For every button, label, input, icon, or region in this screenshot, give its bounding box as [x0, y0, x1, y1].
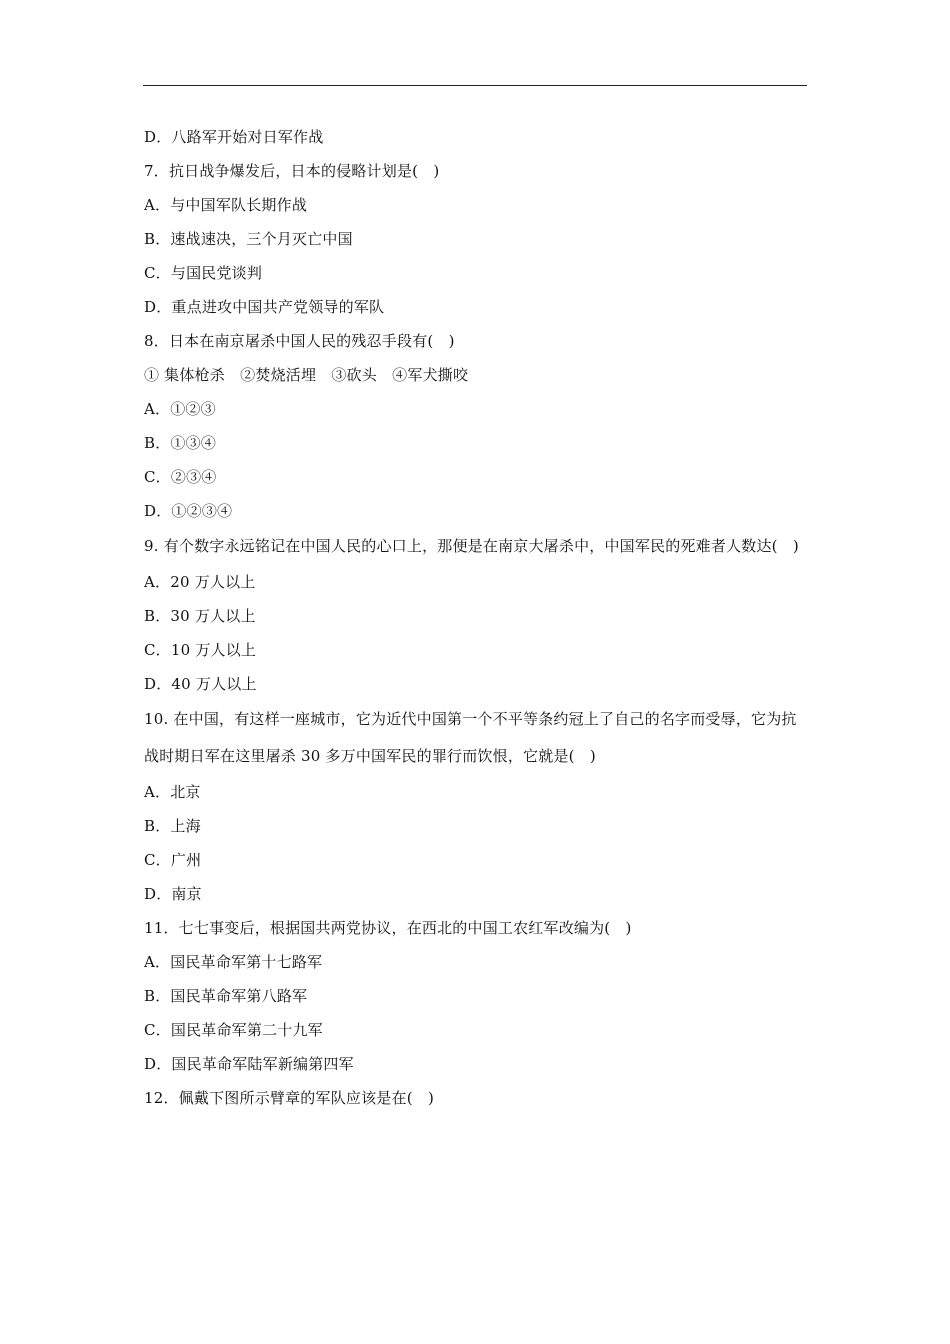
question-10: 10. 在中国，有这样一座城市，它为近代中国第一个不平等条约冠上了自己的名字而受辱，它为抗战时期日军在这里屠杀 30 多万中国军民的罪行而饮恨，它就是( ): [144, 710, 797, 765]
q11-option-c: C．国民革命军第二十九军: [144, 1021, 323, 1039]
q10-option-b: B．上海: [144, 817, 201, 835]
q9-option-d: D．40 万人以上: [144, 675, 257, 693]
q7-option-d: D．重点进攻中国共产党领导的军队: [144, 298, 385, 316]
q11-option-a: A．国民革命军第十七路军: [144, 953, 323, 971]
q9-option-a: A．20 万人以上: [144, 573, 256, 591]
q10-option-a: A．北京: [144, 783, 201, 801]
q6-option-d: D．八路军开始对日军作战: [144, 128, 324, 146]
q8-option-b: B．①③④: [144, 434, 217, 452]
question-12: 12．佩戴下图所示臂章的军队应该是在( ): [144, 1089, 434, 1107]
q8-option-a: A．①②③: [144, 400, 216, 418]
q10-option-d: D．南京: [144, 885, 202, 903]
q9-option-c: C．10 万人以上: [144, 641, 257, 659]
q10-option-c: C．广州: [144, 851, 202, 869]
q7-option-b: B．速战速决，三个月灭亡中国: [144, 230, 353, 248]
q8-option-d: D．①②③④: [144, 502, 233, 520]
document-body: [144, 120, 808, 1115]
q11-option-b: B．国民革命军第八路军: [144, 987, 308, 1005]
question-9: 9. 有个数字永远铭记在中国人民的心口上，那便是在南京大屠杀中，中国军民的死难者人数达( ): [144, 537, 799, 555]
header-rule: [143, 85, 807, 86]
q8-option-c: C．②③④: [144, 468, 217, 486]
q11-option-d: D．国民革命军陆军新编第四军: [144, 1055, 354, 1073]
question-8: 8．日本在南京屠杀中国人民的残忍手段有( ): [144, 332, 455, 350]
q8-statements: ① 集体枪杀 ②焚烧活埋 ③砍头 ④军犬撕咬: [144, 366, 469, 384]
question-7: 7．抗日战争爆发后，日本的侵略计划是( ): [144, 162, 440, 180]
question-11: 11．七七事变后，根据国共两党协议，在西北的中国工农红军改编为( ): [144, 919, 632, 937]
q7-option-c: C．与国民党谈判: [144, 264, 263, 282]
q7-option-a: A．与中国军队长期作战: [144, 196, 308, 214]
q9-option-b: B．30 万人以上: [144, 607, 256, 625]
